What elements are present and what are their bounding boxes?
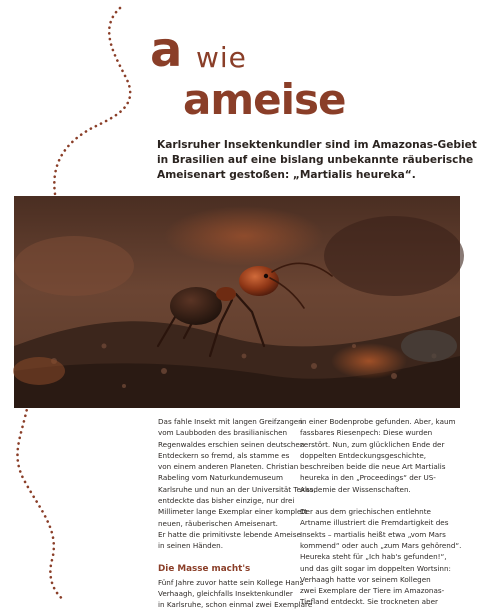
text-line: Tiefland entdeckt. Sie trockneten aber (300, 597, 438, 607)
text-line: Rabeling vom Naturkundemuseum (158, 473, 283, 483)
text-line: Insekts – martialis heißt etwa „vom Mars (300, 529, 446, 539)
page-title: ameise (183, 75, 346, 124)
text-line: Er hatte die primitivste lebende Ameise (158, 529, 301, 539)
text-line: Der aus dem griechischen entlehnte (300, 507, 431, 517)
text-line: vom Laubboden des brasilianischen (158, 428, 288, 438)
text-line: Entdeckern so fremd, als stamme es (158, 450, 290, 460)
article-column-2 (300, 416, 462, 608)
text-line: beschreiben beide die neue Art Martialis (300, 462, 446, 472)
text-line: neuen, räuberischen Ameisenart. (158, 518, 278, 528)
text-line: Verhaagh, gleichfalls Insektenkundler (158, 588, 293, 598)
text-line: Artname illustriert die Fremdartigkeit des (300, 518, 449, 528)
lead-line: Ameisenart gestoßen: „Martialis heureka“. (157, 169, 416, 181)
text-line: zwei Exemplare der Tiere im Amazonas- (300, 586, 445, 596)
article-column-1 (158, 416, 316, 610)
text-line: kommend“ oder auch „zum Mars gehörend“. (300, 540, 462, 550)
text-line: in seinen Händen. (158, 541, 224, 551)
text-line: zerstört. Nun, zum glücklichen Ende der (300, 439, 445, 449)
text-line: fassbares Riesenpech: Diese wurden (300, 428, 433, 438)
text-line: Akademie der Wissenschaften. (300, 484, 411, 494)
lead-line: Karlsruher Insektenkundler sind im Amazonas-Gebiet (157, 139, 477, 151)
title-word: wie (196, 41, 247, 74)
text-line: in Karlsruhe, schon einmal zwei Exemplare (158, 600, 313, 610)
text-line: und das gilt sogar im doppelten Wortsinn: (300, 563, 451, 573)
text-line: heureka in den „Proceedings“ der US- (300, 473, 436, 483)
text-line: doppelten Entdeckungsgeschichte, (300, 450, 427, 460)
text-line: von einem anderen Planeten. Christian (158, 462, 299, 472)
text-line: Fünf Jahre zuvor hatte sein Kollege Hans (158, 577, 304, 587)
ant-photo (14, 196, 460, 408)
text-line: Karlsruhe und nun an der Universität Texas, (158, 484, 316, 494)
article-paragraph (158, 416, 316, 552)
article-paragraph (300, 506, 462, 608)
text-line: Das fahle Insekt mit langen Greifzangen (158, 417, 303, 426)
title-letter: a (150, 22, 182, 78)
lead-line: in Brasilien auf eine bislang unbekannte räuberische (157, 154, 474, 166)
article-paragraph (300, 416, 456, 495)
text-line: Millimeter lange Exemplar einer komplett (158, 507, 308, 517)
lead-paragraph (157, 138, 477, 183)
text-line: entdeckte das bisher einzige, nur drei (158, 496, 295, 506)
text-line: Verhaagh hatte vor seinem Kollegen (300, 574, 431, 584)
text-line: Regenwaldes erschien seinen deutschen (158, 439, 305, 449)
article-paragraph (158, 577, 313, 610)
text-line: in einer Bodenprobe gefunden. Aber, kaum (300, 417, 456, 426)
text-line: Heureka steht für „Ich hab's gefunden!“, (300, 552, 447, 562)
section-subheading: Die Masse macht's (158, 563, 251, 574)
